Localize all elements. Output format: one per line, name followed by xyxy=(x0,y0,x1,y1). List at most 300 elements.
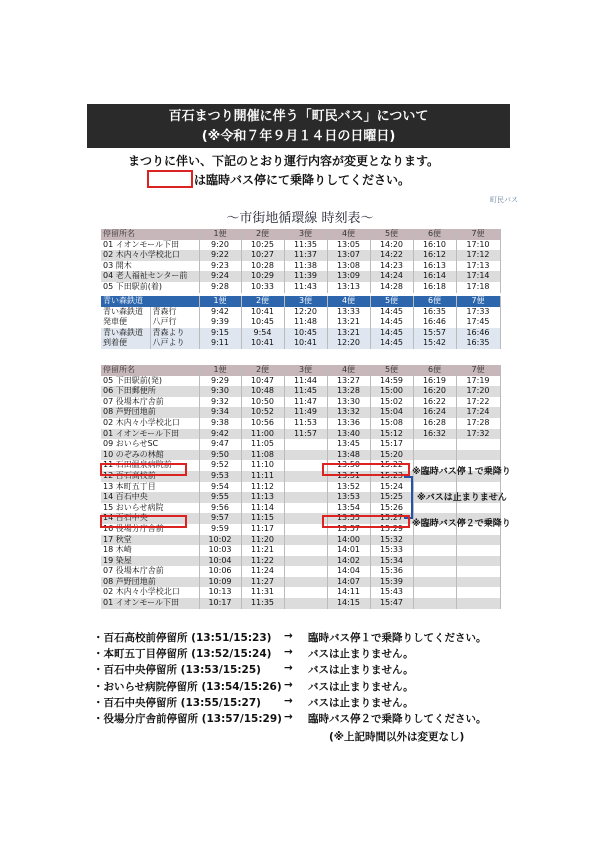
table-cell: 11:12 xyxy=(241,482,284,493)
table-cell xyxy=(413,439,456,450)
table-header-cell: 3便 xyxy=(284,229,327,240)
table-cell: 10:33 xyxy=(241,282,284,293)
table-cell: 15 おいらせ病院 xyxy=(101,503,199,514)
table-cell: 10:29 xyxy=(241,271,284,282)
table-cell: 11:27 xyxy=(241,577,284,588)
table-cell: 10:48 xyxy=(241,386,284,397)
table-header-cell: 4便 xyxy=(327,229,370,240)
table-cell xyxy=(284,587,327,598)
table-cell: 11:24 xyxy=(241,566,284,577)
table-cell xyxy=(456,587,500,598)
table-row xyxy=(101,397,500,408)
table-cell: 13:52 xyxy=(327,482,370,493)
table-cell xyxy=(413,545,456,556)
table-header-cell: 1便 xyxy=(199,296,241,307)
table-cell: 9:42 xyxy=(199,307,241,318)
town-bus-label: 町民バス xyxy=(490,196,518,204)
table-cell: 16:32 xyxy=(413,429,456,440)
table-cell: 16:28 xyxy=(413,418,456,429)
table-cell: 10:13 xyxy=(199,587,241,598)
table-cell: 15:34 xyxy=(370,556,413,567)
table-cell: 11:43 xyxy=(284,282,327,293)
table-cell: 10:45 xyxy=(241,317,284,328)
table-cell: 06 下田郵便所 xyxy=(101,386,199,397)
table-cell: 17:45 xyxy=(456,317,500,328)
table-cell: 13:07 xyxy=(327,250,370,261)
table-cell: 15:27 xyxy=(370,513,413,524)
table-cell: 14:01 xyxy=(327,545,370,556)
table-cell: 16:20 xyxy=(413,386,456,397)
table-cell: 13:21 xyxy=(327,317,370,328)
table-cell: 15:04 xyxy=(370,407,413,418)
table-cell: 10:56 xyxy=(241,418,284,429)
table-cell: 11:45 xyxy=(284,386,327,397)
table-cell: 17:22 xyxy=(456,397,500,408)
highlight-times-stop-1 xyxy=(322,463,410,476)
table-header-cell: 6便 xyxy=(413,365,456,376)
table-cell: 11:20 xyxy=(241,535,284,546)
table-cell: 11:39 xyxy=(284,271,327,282)
table-cell xyxy=(456,577,500,588)
table-cell: 青い森鉄道 xyxy=(101,328,150,339)
table-header-cell: 5便 xyxy=(370,296,413,307)
table-cell: 10:02 xyxy=(199,535,241,546)
table-cell xyxy=(456,556,500,567)
table-row xyxy=(101,429,500,440)
table-cell: 15:42 xyxy=(413,338,456,349)
footnote: (※上記時間以外は変更なし) xyxy=(329,731,465,743)
table-cell: 14:45 xyxy=(370,338,413,349)
temporary-stop-marker xyxy=(147,170,193,188)
table-cell: 13:13 xyxy=(327,282,370,293)
table-cell xyxy=(284,524,327,535)
table-cell: 13:51 xyxy=(327,471,370,482)
table-cell: 17:12 xyxy=(456,250,500,261)
table-cell: 13:27 xyxy=(327,376,370,387)
table-cell: 15:08 xyxy=(370,418,413,429)
timetable-terminal xyxy=(101,229,501,293)
table-cell: 15:39 xyxy=(370,577,413,588)
table-row xyxy=(101,566,500,577)
table-cell: 9:55 xyxy=(199,492,241,503)
table-cell: 17:19 xyxy=(456,376,500,387)
timetable-title: ～市街地循環線 時刻表～ xyxy=(226,211,374,226)
bullet-msg: バスは止まりません。 xyxy=(308,680,414,693)
table-cell: 13:54 xyxy=(327,503,370,514)
table-cell: 青森より xyxy=(150,328,199,339)
table-header-cell: 3便 xyxy=(284,365,327,376)
table-header-cell: 停留所名 xyxy=(101,229,199,240)
table-cell: 13:05 xyxy=(327,240,370,251)
table-cell xyxy=(456,545,500,556)
table-cell: 9:56 xyxy=(199,503,241,514)
table-cell: 16:12 xyxy=(413,250,456,261)
table-cell: 11:11 xyxy=(241,471,284,482)
table-cell xyxy=(284,471,327,482)
table-header-cell: 1便 xyxy=(199,229,241,240)
table-cell: 18 木崎 xyxy=(101,545,199,556)
table-cell: 9:34 xyxy=(199,407,241,418)
table-cell: 11:37 xyxy=(284,250,327,261)
table-cell: 17:28 xyxy=(456,418,500,429)
table-row xyxy=(101,376,500,387)
table-cell: 13:28 xyxy=(327,386,370,397)
table-cell: 10:04 xyxy=(199,556,241,567)
highlight-hyakuishi-hs xyxy=(100,463,187,476)
table-cell: 10:06 xyxy=(199,566,241,577)
table-row xyxy=(101,503,500,514)
table-cell: 11:57 xyxy=(284,429,327,440)
table-cell: 14:59 xyxy=(370,376,413,387)
bullet-arrow: → xyxy=(284,646,293,659)
table-cell: 13:40 xyxy=(327,429,370,440)
table-cell: 16:18 xyxy=(413,282,456,293)
table-row xyxy=(101,282,500,293)
table-cell: 10:47 xyxy=(241,376,284,387)
table-cell: 16:46 xyxy=(456,328,500,339)
table-cell: 14:15 xyxy=(327,598,370,609)
table-cell: 10 のぞみの林館 xyxy=(101,450,199,461)
table-cell: 09 おいらせSC xyxy=(101,439,199,450)
table-cell: 15:20 xyxy=(370,450,413,461)
table-cell: 14:22 xyxy=(370,250,413,261)
table-row xyxy=(101,271,500,282)
table-cell: 13:32 xyxy=(327,407,370,418)
table-cell: 10:09 xyxy=(199,577,241,588)
table-cell xyxy=(456,439,500,450)
table-cell: 14:28 xyxy=(370,282,413,293)
table-cell: 14:00 xyxy=(327,535,370,546)
table-cell: 13:48 xyxy=(327,450,370,461)
table-cell xyxy=(284,513,327,524)
table-cell: 9:54 xyxy=(199,482,241,493)
bullet-arrow: → xyxy=(284,711,293,723)
table-cell: 9:54 xyxy=(241,328,284,339)
table-cell xyxy=(413,587,456,598)
table-cell xyxy=(413,535,456,546)
table-cell: 10:17 xyxy=(199,598,241,609)
table-cell: 11:38 xyxy=(284,261,327,272)
table-cell: 9:39 xyxy=(199,317,241,328)
table-cell xyxy=(284,598,327,609)
notice-line-1: まつりに伴い、下記のとおり運行内容が変更となります。 xyxy=(128,154,440,168)
table-cell: 発車便 xyxy=(101,317,150,328)
table-cell: 9:47 xyxy=(199,439,241,450)
table-cell xyxy=(413,503,456,514)
table-cell: 11 石田温泉病院前 xyxy=(101,460,199,471)
bullet-item xyxy=(93,694,414,710)
table-cell xyxy=(284,450,327,461)
notice-line-2: は臨時バス停にて乗降りしてください。 xyxy=(194,173,411,187)
callout-no-stop: ※バスは止まりません xyxy=(417,493,507,503)
table-cell: 14:20 xyxy=(370,240,413,251)
table-cell: 08 芦野団地前 xyxy=(101,577,199,588)
table-cell: 17:20 xyxy=(456,386,500,397)
table-cell: 16:19 xyxy=(413,376,456,387)
table-cell: 八戸行 xyxy=(150,317,199,328)
table-header-cell: 4便 xyxy=(327,296,370,307)
table-cell: 13:45 xyxy=(327,439,370,450)
table-cell: 15:00 xyxy=(370,386,413,397)
table-cell: 9:32 xyxy=(199,397,241,408)
table-cell: 02 木内々小学校北口 xyxy=(101,250,199,261)
table-cell xyxy=(284,566,327,577)
table-cell: 07 役場本庁舎前 xyxy=(101,397,199,408)
table-cell xyxy=(413,450,456,461)
table-cell: 12:20 xyxy=(327,338,370,349)
table-cell: 15:26 xyxy=(370,503,413,514)
table-cell: 13:50 xyxy=(327,460,370,471)
callout-temporary-stop-2: ※臨時バス停２で乗降り xyxy=(412,519,511,529)
table-cell: 13:30 xyxy=(327,397,370,408)
table-cell: 11:53 xyxy=(284,418,327,429)
table-cell xyxy=(284,556,327,567)
table-header-cell: 7便 xyxy=(456,365,500,376)
table-cell: 14:11 xyxy=(327,587,370,598)
table-cell xyxy=(456,503,500,514)
table-cell: 14:02 xyxy=(327,556,370,567)
title-banner xyxy=(87,104,510,148)
table-cell: 05 下田駅前(発) xyxy=(101,376,199,387)
table-cell xyxy=(284,577,327,588)
table-cell: 17:32 xyxy=(456,429,500,440)
table-cell: 11:13 xyxy=(241,492,284,503)
table-cell xyxy=(413,598,456,609)
bullet-item xyxy=(93,630,487,645)
table-cell: 04 老人福祉センター前 xyxy=(101,271,199,282)
table-row xyxy=(101,418,500,429)
table-cell: 13 本町五丁目 xyxy=(101,482,199,493)
table-row xyxy=(101,386,500,397)
table-cell: 15:29 xyxy=(370,524,413,535)
table-header-cell: 5便 xyxy=(370,229,413,240)
table-cell xyxy=(284,482,327,493)
table-cell: 青い森鉄道 xyxy=(101,307,150,318)
table-cell: 10:28 xyxy=(241,261,284,272)
table-row xyxy=(101,545,500,556)
table-cell: 11:35 xyxy=(241,598,284,609)
table-cell: 01 イオンモール下田 xyxy=(101,429,199,440)
table-cell: 13:09 xyxy=(327,271,370,282)
table-cell: 02 木内々小学校北口 xyxy=(101,418,199,429)
bullet-item xyxy=(93,662,414,677)
highlight-times-stop-2 xyxy=(322,515,410,528)
table-cell: 16:22 xyxy=(413,397,456,408)
table-cell: 01 イオンモール下田 xyxy=(101,598,199,609)
table-cell: 15:22 xyxy=(370,460,413,471)
table-cell: 15:36 xyxy=(370,566,413,577)
table-cell: 10:27 xyxy=(241,250,284,261)
bullet-arrow: → xyxy=(284,694,293,707)
bullet-item xyxy=(93,678,414,694)
table-cell: 15:02 xyxy=(370,397,413,408)
table-cell: 9:20 xyxy=(199,240,241,251)
bullet-msg: 臨時バス停２で乗降りしてください。 xyxy=(308,713,487,725)
table-row xyxy=(101,439,500,450)
highlight-yakuba-bunchosha xyxy=(100,515,187,528)
table-header-cell: 停留所名 xyxy=(101,365,199,376)
table-cell: 05 下田駅前(着) xyxy=(101,282,199,293)
table-cell: 9:15 xyxy=(199,328,241,339)
bullet-arrow: → xyxy=(284,678,293,691)
table-cell xyxy=(284,503,327,514)
table-header-row xyxy=(101,229,500,240)
table-cell: 14 百石中央 xyxy=(101,513,199,524)
table-cell: 9:11 xyxy=(199,338,241,349)
table-cell xyxy=(284,535,327,546)
table-cell: 17:10 xyxy=(456,240,500,251)
table-cell: 11:35 xyxy=(284,240,327,251)
bullet-stop: ・百石高校前停留所 (13:51/15:23) xyxy=(93,632,272,644)
table-cell: 15:47 xyxy=(370,598,413,609)
table-header-cell: 4便 xyxy=(327,365,370,376)
table-cell: 11:31 xyxy=(241,587,284,598)
table-cell: 12:20 xyxy=(284,307,327,318)
table-cell: 9:30 xyxy=(199,386,241,397)
table-cell: 14:45 xyxy=(370,328,413,339)
table-cell: 到着便 xyxy=(101,338,150,349)
table-cell: 17:14 xyxy=(456,271,500,282)
table-row xyxy=(101,598,500,609)
table-cell: 15:24 xyxy=(370,482,413,493)
table-cell: 17:33 xyxy=(456,307,500,318)
table-cell xyxy=(456,535,500,546)
table-cell: 9:50 xyxy=(199,450,241,461)
table-cell: 9:53 xyxy=(199,471,241,482)
bullet-msg: バスは止まりません。 xyxy=(308,696,414,709)
table-cell: 13:55 xyxy=(327,513,370,524)
table-row xyxy=(101,535,500,546)
table-cell: 10:45 xyxy=(284,328,327,339)
bullet-msg: バスは止まりません。 xyxy=(308,664,414,677)
table-cell xyxy=(456,598,500,609)
table-cell: 15:43 xyxy=(370,587,413,598)
table-cell: 9:52 xyxy=(199,460,241,471)
table-cell: 16:24 xyxy=(413,407,456,418)
table-cell: 11:49 xyxy=(284,407,327,418)
table-cell: 14:24 xyxy=(370,271,413,282)
table-cell: 12 百石高校前 xyxy=(101,471,199,482)
bullet-item xyxy=(93,646,414,661)
table-cell: 17:24 xyxy=(456,407,500,418)
table-cell: 10:41 xyxy=(241,307,284,318)
table-cell: 10:52 xyxy=(241,407,284,418)
table-header-cell: 7便 xyxy=(456,229,500,240)
table-cell: 14:04 xyxy=(327,566,370,577)
table-row xyxy=(101,240,500,251)
table-row xyxy=(101,587,500,598)
table-row xyxy=(101,450,500,461)
table-cell: 11:47 xyxy=(284,397,327,408)
title-line-2: (※令和７年９月１４日の日曜日) xyxy=(201,129,396,144)
table-cell: 03 開木 xyxy=(101,261,199,272)
table-cell: 01 イオンモール下田 xyxy=(101,240,199,251)
table-header-cell: 青い森鉄道 xyxy=(101,296,199,307)
timetable-city-loop xyxy=(101,365,501,609)
table-row xyxy=(101,407,500,418)
table-cell: 16:35 xyxy=(413,307,456,318)
table-cell: 17 秋堂 xyxy=(101,535,199,546)
table-cell: 13:53 xyxy=(327,492,370,503)
table-cell xyxy=(413,566,456,577)
table-header-cell: 6便 xyxy=(413,229,456,240)
table-row xyxy=(101,328,500,339)
table-cell: 10:03 xyxy=(199,545,241,556)
table-header-cell: 2便 xyxy=(241,296,284,307)
table-cell: 11:00 xyxy=(241,429,284,440)
table-cell: 11:10 xyxy=(241,460,284,471)
table-cell: 11:21 xyxy=(241,545,284,556)
bullet-stop: ・本町五丁目停留所 (13:52/15:24) xyxy=(93,648,272,661)
table-cell: 13:21 xyxy=(327,328,370,339)
table-cell: 14:45 xyxy=(370,307,413,318)
table-cell: 9:28 xyxy=(199,282,241,293)
table-cell: 11:08 xyxy=(241,450,284,461)
table-cell: 14:07 xyxy=(327,577,370,588)
table-cell: 9:57 xyxy=(199,513,241,524)
table-cell xyxy=(413,556,456,567)
table-row xyxy=(101,250,500,261)
table-cell: 16:46 xyxy=(413,317,456,328)
table-cell: 9:59 xyxy=(199,524,241,535)
table-cell xyxy=(284,460,327,471)
table-cell: 11:15 xyxy=(241,513,284,524)
table-cell: 11:48 xyxy=(284,317,327,328)
table-cell: 13:33 xyxy=(327,307,370,318)
table-cell: 10:41 xyxy=(241,338,284,349)
table-cell: 9:24 xyxy=(199,271,241,282)
bullet-stop: ・百石中央停留所 (13:55/15:27) xyxy=(93,696,261,709)
callout-temporary-stop-1: ※臨時バス停１で乗降り xyxy=(412,467,511,477)
table-cell: 10:50 xyxy=(241,397,284,408)
table-cell: 八戸より xyxy=(150,338,199,349)
table-row xyxy=(101,338,500,349)
table-cell: 16:13 xyxy=(413,261,456,272)
table-cell: 14 百石中央 xyxy=(101,492,199,503)
table-cell: 16:10 xyxy=(413,240,456,251)
bullet-stop: ・役場分庁舎前停留所 (13:57/15:29) xyxy=(93,713,282,725)
table-cell: 11:22 xyxy=(241,556,284,567)
table-header-cell: 3便 xyxy=(284,296,327,307)
table-cell: 9:22 xyxy=(199,250,241,261)
table-cell: 17:13 xyxy=(456,261,500,272)
table-cell: 15:25 xyxy=(370,492,413,503)
table-cell: 11:05 xyxy=(241,439,284,450)
bracket-no-stop xyxy=(404,476,413,519)
table-row xyxy=(101,577,500,588)
table-cell xyxy=(284,439,327,450)
timetable-railway-connection xyxy=(101,296,501,349)
table-row xyxy=(101,556,500,567)
table-cell: 15:33 xyxy=(370,545,413,556)
table-cell: 16:35 xyxy=(456,338,500,349)
table-cell: 07 役場本庁舎前 xyxy=(101,566,199,577)
bullet-msg: 臨時バス停１で乗降りしてください。 xyxy=(308,632,487,644)
table-cell: 10:41 xyxy=(284,338,327,349)
bullet-item xyxy=(93,711,487,726)
table-header-cell: 7便 xyxy=(456,296,500,307)
table-cell: 11:14 xyxy=(241,503,284,514)
table-cell: 9:23 xyxy=(199,261,241,272)
table-row xyxy=(101,261,500,272)
bullet-stop: ・百石中央停留所 (13:53/15:25) xyxy=(93,664,261,677)
table-cell xyxy=(456,450,500,461)
table-header-cell: 5便 xyxy=(370,365,413,376)
table-cell: 11:17 xyxy=(241,524,284,535)
table-cell: 13:57 xyxy=(327,524,370,535)
table-cell xyxy=(284,492,327,503)
table-cell xyxy=(284,545,327,556)
